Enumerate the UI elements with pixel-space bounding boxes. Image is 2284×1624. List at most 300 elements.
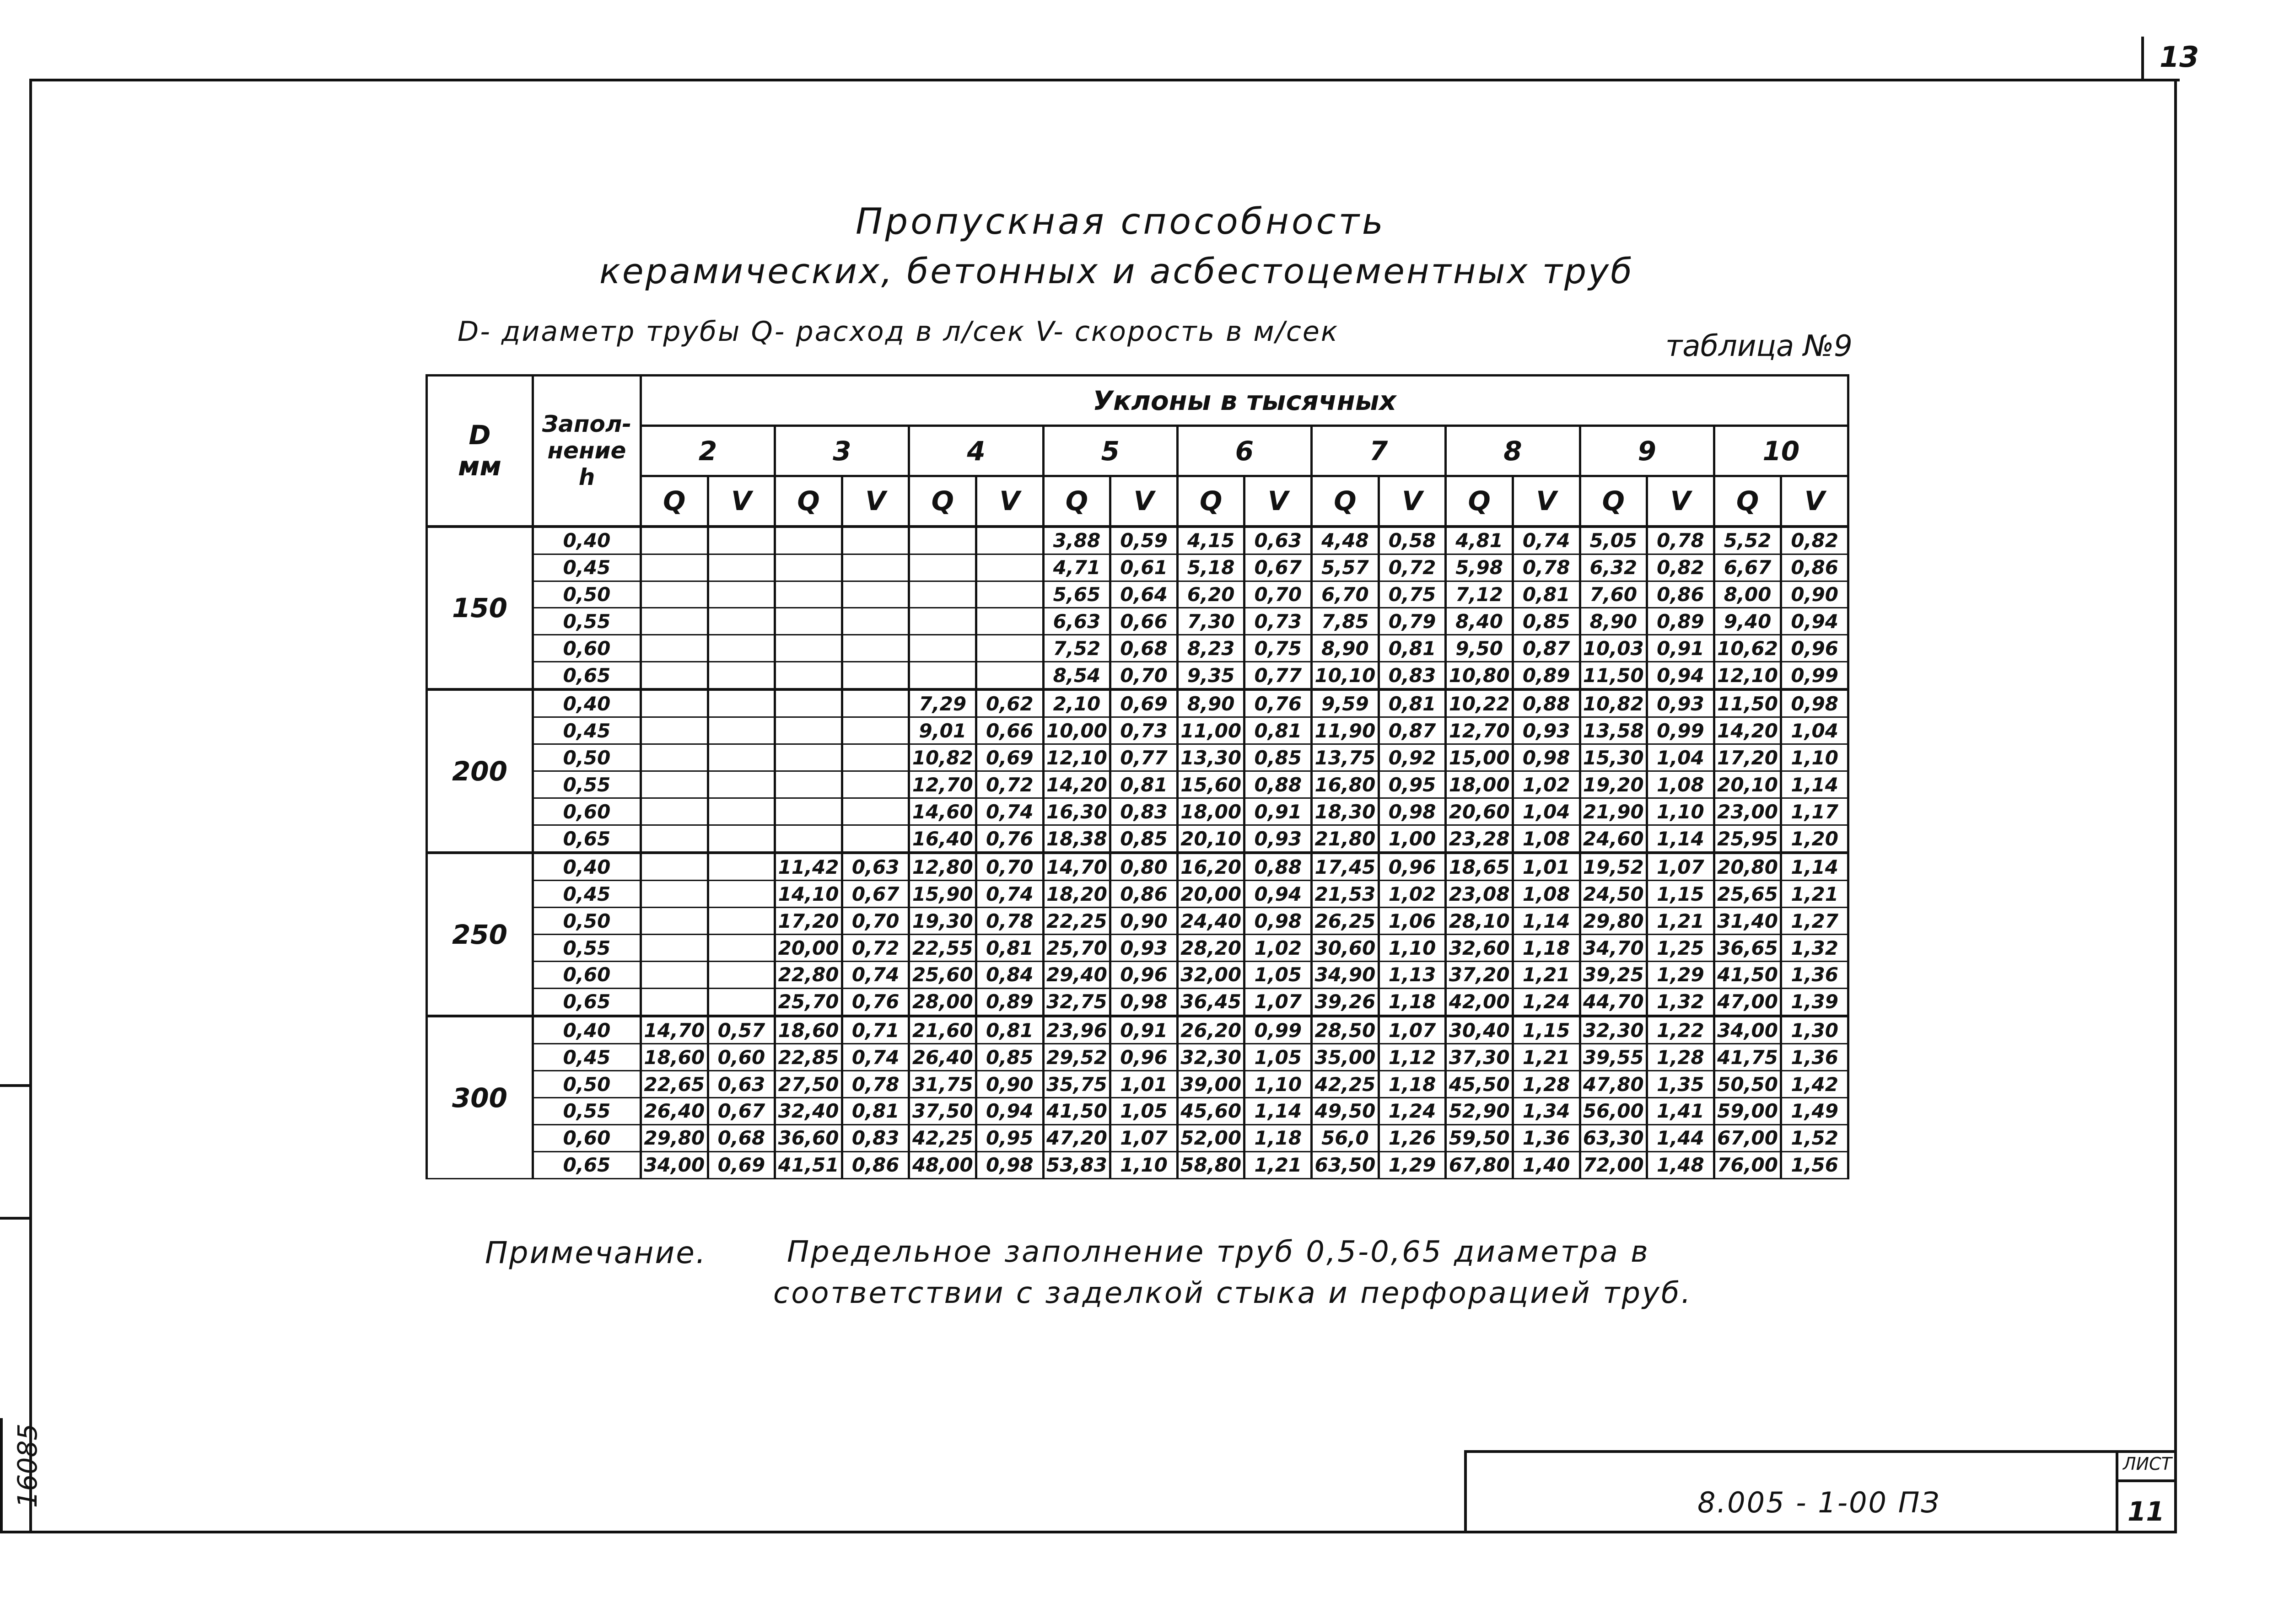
- v-cell: 0,90: [976, 1071, 1044, 1098]
- q-cell: 10,82: [1580, 689, 1647, 717]
- q-cell: 5,57: [1312, 554, 1379, 581]
- v-cell: 0,81: [976, 935, 1044, 962]
- v-cell: 0,99: [1647, 717, 1714, 744]
- header-fill: [533, 376, 641, 527]
- q-cell: 7,30: [1177, 608, 1244, 635]
- q-cell: 59,50: [1446, 1124, 1513, 1151]
- q-cell: 32,40: [775, 1097, 842, 1124]
- header-q: Q: [1714, 476, 1781, 527]
- diameter-cell: 250: [427, 853, 533, 1016]
- v-cell: [842, 798, 909, 825]
- v-cell: 0,83: [1379, 662, 1446, 690]
- v-cell: 0,98: [1513, 744, 1580, 771]
- q-cell: [641, 825, 708, 853]
- q-cell: 18,00: [1446, 771, 1513, 798]
- q-cell: [641, 853, 708, 881]
- v-cell: 0,76: [842, 988, 909, 1016]
- q-cell: 12,70: [1446, 717, 1513, 744]
- q-cell: [775, 662, 842, 690]
- q-cell: 58,80: [1177, 1151, 1244, 1178]
- v-cell: 0,88: [1244, 771, 1312, 798]
- v-cell: 1,14: [1647, 825, 1714, 853]
- fill-cell: 0,65: [533, 662, 641, 690]
- v-cell: 1,56: [1781, 1151, 1848, 1178]
- v-cell: 1,18: [1513, 935, 1580, 962]
- v-cell: 0,94: [1647, 662, 1714, 690]
- q-cell: 13,30: [1177, 744, 1244, 771]
- stamp-code: 8.005 - 1-00 ПЗ: [1697, 1486, 1941, 1519]
- q-cell: [775, 554, 842, 581]
- q-cell: 72,00: [1580, 1151, 1647, 1178]
- v-cell: 0,81: [1379, 689, 1446, 717]
- header-slope: 6: [1177, 426, 1311, 476]
- v-cell: 1,08: [1513, 881, 1580, 908]
- q-cell: [775, 527, 842, 554]
- v-cell: 0,81: [842, 1097, 909, 1124]
- q-cell: 8,90: [1177, 689, 1244, 717]
- v-cell: [708, 662, 775, 690]
- v-cell: [842, 717, 909, 744]
- header-slope: 3: [775, 426, 909, 476]
- q-cell: 20,00: [1177, 881, 1244, 908]
- v-cell: 1,42: [1781, 1071, 1848, 1098]
- q-cell: 10,62: [1714, 635, 1781, 662]
- v-cell: 1,34: [1513, 1097, 1580, 1124]
- v-cell: 0,94: [1781, 608, 1848, 635]
- v-cell: 1,22: [1647, 1016, 1714, 1044]
- v-cell: [842, 689, 909, 717]
- header-v: V: [1244, 476, 1312, 527]
- fill-cell: 0,45: [533, 1044, 641, 1071]
- q-cell: 10,03: [1580, 635, 1647, 662]
- q-cell: [641, 527, 708, 554]
- sheet-number: 11: [2128, 1496, 2165, 1527]
- v-cell: 1,01: [1513, 853, 1580, 881]
- q-cell: [775, 825, 842, 853]
- v-cell: 1,08: [1647, 771, 1714, 798]
- q-cell: 11,42: [775, 853, 842, 881]
- v-cell: 1,44: [1647, 1124, 1714, 1151]
- v-cell: [708, 771, 775, 798]
- q-cell: [641, 962, 708, 989]
- v-cell: 1,25: [1647, 935, 1714, 962]
- v-cell: 0,92: [1379, 744, 1446, 771]
- q-cell: 49,50: [1312, 1097, 1379, 1124]
- fill-cell: 0,60: [533, 635, 641, 662]
- v-cell: 1,07: [1379, 1016, 1446, 1044]
- margin-tick-2: [0, 1217, 32, 1220]
- q-cell: 29,40: [1043, 962, 1110, 989]
- v-cell: [976, 635, 1044, 662]
- q-cell: 34,00: [641, 1151, 708, 1178]
- v-cell: [708, 527, 775, 554]
- q-cell: 25,65: [1714, 881, 1781, 908]
- v-cell: 0,81: [1110, 771, 1178, 798]
- q-cell: 56,0: [1312, 1124, 1379, 1151]
- v-cell: 0,76: [976, 825, 1044, 853]
- v-cell: 0,84: [976, 962, 1044, 989]
- header-v: V: [842, 476, 909, 527]
- q-cell: 29,52: [1043, 1044, 1110, 1071]
- v-cell: [842, 581, 909, 608]
- q-cell: 8,54: [1043, 662, 1110, 690]
- q-cell: 16,40: [909, 825, 976, 853]
- q-cell: 56,00: [1580, 1097, 1647, 1124]
- q-cell: 10,80: [1446, 662, 1513, 690]
- v-cell: 1,39: [1781, 988, 1848, 1016]
- q-cell: 14,60: [909, 798, 976, 825]
- header-v: V: [1513, 476, 1580, 527]
- v-cell: 0,87: [1379, 717, 1446, 744]
- q-cell: 45,50: [1446, 1071, 1513, 1098]
- q-cell: 35,75: [1043, 1071, 1110, 1098]
- v-cell: [842, 771, 909, 798]
- q-cell: 8,90: [1580, 608, 1647, 635]
- q-cell: 10,00: [1043, 717, 1110, 744]
- table-row: [427, 717, 1848, 744]
- v-cell: 1,40: [1513, 1151, 1580, 1178]
- q-cell: 2,10: [1043, 689, 1110, 717]
- v-cell: 0,86: [1781, 554, 1848, 581]
- v-cell: [708, 608, 775, 635]
- v-cell: 0,66: [1110, 608, 1178, 635]
- table-row: [427, 608, 1848, 635]
- v-cell: 0,79: [1379, 608, 1446, 635]
- v-cell: 1,02: [1244, 935, 1312, 962]
- stamp-top-line: [1464, 1450, 2176, 1453]
- v-cell: 0,93: [1110, 935, 1178, 962]
- q-cell: 7,60: [1580, 581, 1647, 608]
- v-cell: 0,86: [1647, 581, 1714, 608]
- q-cell: 22,80: [775, 962, 842, 989]
- v-cell: [708, 962, 775, 989]
- table-row: [427, 554, 1848, 581]
- v-cell: 0,96: [1110, 962, 1178, 989]
- q-cell: 8,00: [1714, 581, 1781, 608]
- v-cell: [842, 662, 909, 690]
- v-cell: 1,02: [1513, 771, 1580, 798]
- q-cell: 42,25: [1312, 1071, 1379, 1098]
- q-cell: 13,58: [1580, 717, 1647, 744]
- table-row: [427, 689, 1848, 717]
- q-cell: [641, 935, 708, 962]
- v-cell: 0,94: [1244, 881, 1312, 908]
- q-cell: 24,50: [1580, 881, 1647, 908]
- v-cell: 1,18: [1379, 988, 1446, 1016]
- q-cell: 18,60: [641, 1044, 708, 1071]
- q-cell: 5,65: [1043, 581, 1110, 608]
- q-cell: 41,50: [1043, 1097, 1110, 1124]
- diameter-cell: 150: [427, 527, 533, 690]
- q-cell: [909, 635, 976, 662]
- q-cell: 32,00: [1177, 962, 1244, 989]
- q-cell: 16,30: [1043, 798, 1110, 825]
- stamp-left-line: [1464, 1450, 1467, 1533]
- q-cell: 19,52: [1580, 853, 1647, 881]
- table-row: [427, 798, 1848, 825]
- legend: D- диаметр трубы Q- расход в л/сек V- скорость в м/сек: [458, 316, 1339, 348]
- v-cell: [708, 988, 775, 1016]
- table-row: [427, 771, 1848, 798]
- stamp-sheet-line: [2116, 1479, 2176, 1482]
- v-cell: 0,58: [1379, 527, 1446, 554]
- stamp-sheet-divider: [2116, 1450, 2118, 1533]
- v-cell: 1,08: [1513, 825, 1580, 853]
- header-q: Q: [1580, 476, 1647, 527]
- q-cell: 25,70: [1043, 935, 1110, 962]
- v-cell: 0,93: [1647, 689, 1714, 717]
- q-cell: 35,00: [1312, 1044, 1379, 1071]
- v-cell: 0,90: [1110, 908, 1178, 935]
- header-q: Q: [1312, 476, 1379, 527]
- q-cell: [641, 689, 708, 717]
- v-cell: 0,64: [1110, 581, 1178, 608]
- q-cell: 9,59: [1312, 689, 1379, 717]
- v-cell: 1,10: [1110, 1151, 1178, 1178]
- v-cell: 0,95: [976, 1124, 1044, 1151]
- table-row: [427, 1071, 1848, 1098]
- page-number: 13: [2160, 40, 2199, 74]
- q-cell: [909, 608, 976, 635]
- v-cell: [842, 554, 909, 581]
- v-cell: 1,48: [1647, 1151, 1714, 1178]
- v-cell: 0,59: [1110, 527, 1178, 554]
- q-cell: 41,50: [1714, 962, 1781, 989]
- v-cell: 1,18: [1244, 1124, 1312, 1151]
- v-cell: 0,89: [976, 988, 1044, 1016]
- q-cell: 28,10: [1446, 908, 1513, 935]
- v-cell: 0,67: [1244, 554, 1312, 581]
- v-cell: 0,90: [1781, 581, 1848, 608]
- q-cell: 39,55: [1580, 1044, 1647, 1071]
- q-cell: [775, 608, 842, 635]
- note-label: Примечание.: [485, 1235, 707, 1270]
- v-cell: 0,89: [1513, 662, 1580, 690]
- q-cell: [641, 798, 708, 825]
- fill-cell: 0,45: [533, 881, 641, 908]
- q-cell: [775, 689, 842, 717]
- fill-cell: 0,55: [533, 935, 641, 962]
- v-cell: 1,36: [1513, 1124, 1580, 1151]
- q-cell: 18,60: [775, 1016, 842, 1044]
- q-cell: 19,30: [909, 908, 976, 935]
- fill-cell: 0,65: [533, 1151, 641, 1178]
- v-cell: 1,04: [1781, 717, 1848, 744]
- q-cell: 23,96: [1043, 1016, 1110, 1044]
- v-cell: 1,13: [1379, 962, 1446, 989]
- v-cell: 0,75: [1379, 581, 1446, 608]
- fill-cell: 0,60: [533, 1124, 641, 1151]
- v-cell: 0,71: [842, 1016, 909, 1044]
- v-cell: 0,85: [1513, 608, 1580, 635]
- v-cell: [842, 527, 909, 554]
- q-cell: [641, 662, 708, 690]
- q-cell: 34,00: [1714, 1016, 1781, 1044]
- q-cell: 23,08: [1446, 881, 1513, 908]
- v-cell: 1,14: [1513, 908, 1580, 935]
- q-cell: 7,52: [1043, 635, 1110, 662]
- page-number-divider: [2141, 37, 2144, 81]
- q-cell: 37,30: [1446, 1044, 1513, 1071]
- q-cell: 32,30: [1177, 1044, 1244, 1071]
- q-cell: 25,60: [909, 962, 976, 989]
- q-cell: 42,00: [1446, 988, 1513, 1016]
- q-cell: 25,95: [1714, 825, 1781, 853]
- frame-right-line: [2174, 79, 2177, 1533]
- v-cell: 1,21: [1513, 962, 1580, 989]
- table-row: [427, 1044, 1848, 1071]
- capacity-table-wrap: [426, 374, 1849, 1179]
- q-cell: 4,48: [1312, 527, 1379, 554]
- table-row: [427, 853, 1848, 881]
- header-diameter: [427, 376, 533, 527]
- q-cell: 28,50: [1312, 1016, 1379, 1044]
- q-cell: 44,70: [1580, 988, 1647, 1016]
- v-cell: 1,05: [1244, 1044, 1312, 1071]
- q-cell: [641, 908, 708, 935]
- v-cell: 1,29: [1379, 1151, 1446, 1178]
- note-text-line2: соответствии с заделкой стыка и перфорацией труб.: [773, 1276, 1692, 1310]
- q-cell: 9,01: [909, 717, 976, 744]
- table-row: [427, 908, 1848, 935]
- q-cell: 47,20: [1043, 1124, 1110, 1151]
- header-v: V: [976, 476, 1044, 527]
- q-cell: 18,20: [1043, 881, 1110, 908]
- v-cell: 0,68: [1110, 635, 1178, 662]
- v-cell: 1,04: [1647, 744, 1714, 771]
- q-cell: 9,40: [1714, 608, 1781, 635]
- q-cell: 34,70: [1580, 935, 1647, 962]
- v-cell: 0,69: [708, 1151, 775, 1178]
- header-q: Q: [1446, 476, 1513, 527]
- fill-cell: 0,50: [533, 744, 641, 771]
- q-cell: 4,15: [1177, 527, 1244, 554]
- q-cell: 53,83: [1043, 1151, 1110, 1178]
- v-cell: 1,24: [1379, 1097, 1446, 1124]
- q-cell: 39,26: [1312, 988, 1379, 1016]
- v-cell: 0,57: [708, 1016, 775, 1044]
- capacity-table: [426, 374, 1849, 1179]
- q-cell: [641, 771, 708, 798]
- q-cell: 67,80: [1446, 1151, 1513, 1178]
- v-cell: 1,18: [1379, 1071, 1446, 1098]
- fill-cell: 0,50: [533, 581, 641, 608]
- q-cell: 10,82: [909, 744, 976, 771]
- v-cell: 0,76: [1244, 689, 1312, 717]
- v-cell: 1,21: [1647, 908, 1714, 935]
- q-cell: 21,80: [1312, 825, 1379, 853]
- q-cell: [909, 662, 976, 690]
- v-cell: 0,89: [1647, 608, 1714, 635]
- v-cell: 1,30: [1781, 1016, 1848, 1044]
- header-q: Q: [1043, 476, 1110, 527]
- v-cell: 1,27: [1781, 908, 1848, 935]
- q-cell: [775, 717, 842, 744]
- v-cell: 0,98: [1110, 988, 1178, 1016]
- v-cell: 0,62: [976, 689, 1044, 717]
- v-cell: 0,74: [842, 962, 909, 989]
- q-cell: 19,20: [1580, 771, 1647, 798]
- q-cell: [641, 988, 708, 1016]
- v-cell: [708, 935, 775, 962]
- fill-cell: 0,60: [533, 962, 641, 989]
- table-row: [427, 1097, 1848, 1124]
- q-cell: 13,75: [1312, 744, 1379, 771]
- q-cell: 6,32: [1580, 554, 1647, 581]
- q-cell: 47,80: [1580, 1071, 1647, 1098]
- v-cell: 0,70: [1244, 581, 1312, 608]
- v-cell: 0,88: [1513, 689, 1580, 717]
- q-cell: 42,25: [909, 1124, 976, 1151]
- q-cell: 4,71: [1043, 554, 1110, 581]
- q-cell: 39,00: [1177, 1071, 1244, 1098]
- sheet-label: ЛИСТ: [2123, 1454, 2172, 1474]
- q-cell: 52,00: [1177, 1124, 1244, 1151]
- v-cell: 1,07: [1244, 988, 1312, 1016]
- v-cell: 0,73: [1110, 717, 1178, 744]
- v-cell: 0,61: [1110, 554, 1178, 581]
- q-cell: 27,50: [775, 1071, 842, 1098]
- q-cell: 14,70: [1043, 853, 1110, 881]
- v-cell: 1,05: [1244, 962, 1312, 989]
- q-cell: 34,90: [1312, 962, 1379, 989]
- v-cell: 1,24: [1513, 988, 1580, 1016]
- q-cell: 26,25: [1312, 908, 1379, 935]
- q-cell: 12,80: [909, 853, 976, 881]
- v-cell: 0,74: [842, 1044, 909, 1071]
- v-cell: 1,32: [1647, 988, 1714, 1016]
- table-row: [427, 1016, 1848, 1044]
- v-cell: [708, 689, 775, 717]
- v-cell: 0,68: [708, 1124, 775, 1151]
- header-slopes-title: Уклоны в тысячных: [641, 376, 1848, 426]
- table-row: [427, 825, 1848, 853]
- note-text-line1: Предельное заполнение труб 0,5-0,65 диаметра в: [787, 1235, 1650, 1269]
- q-cell: 14,20: [1714, 717, 1781, 744]
- v-cell: 1,49: [1781, 1097, 1848, 1124]
- q-cell: 18,38: [1043, 825, 1110, 853]
- archive-number: 16085: [12, 1423, 43, 1508]
- v-cell: 0,83: [1110, 798, 1178, 825]
- frame-left-line: [29, 79, 32, 1533]
- q-cell: [641, 554, 708, 581]
- v-cell: 1,29: [1647, 962, 1714, 989]
- q-cell: 28,20: [1177, 935, 1244, 962]
- header-slope: 7: [1312, 426, 1446, 476]
- v-cell: 1,14: [1244, 1097, 1312, 1124]
- table-row: [427, 581, 1848, 608]
- q-cell: 23,28: [1446, 825, 1513, 853]
- v-cell: 0,73: [1244, 608, 1312, 635]
- q-cell: 9,50: [1446, 635, 1513, 662]
- v-cell: 0,69: [1110, 689, 1178, 717]
- q-cell: [775, 581, 842, 608]
- q-cell: 37,20: [1446, 962, 1513, 989]
- v-cell: 0,67: [708, 1097, 775, 1124]
- margin-tick-1: [0, 1084, 32, 1087]
- archive-box-line: [0, 1418, 3, 1533]
- v-cell: 0,74: [976, 798, 1044, 825]
- v-cell: [842, 744, 909, 771]
- header-q: Q: [641, 476, 708, 527]
- fill-cell: 0,50: [533, 1071, 641, 1098]
- q-cell: 36,45: [1177, 988, 1244, 1016]
- q-cell: 15,00: [1446, 744, 1513, 771]
- q-cell: 18,65: [1446, 853, 1513, 881]
- frame-top-line: [29, 79, 2180, 81]
- q-cell: 26,20: [1177, 1016, 1244, 1044]
- q-cell: 76,00: [1714, 1151, 1781, 1178]
